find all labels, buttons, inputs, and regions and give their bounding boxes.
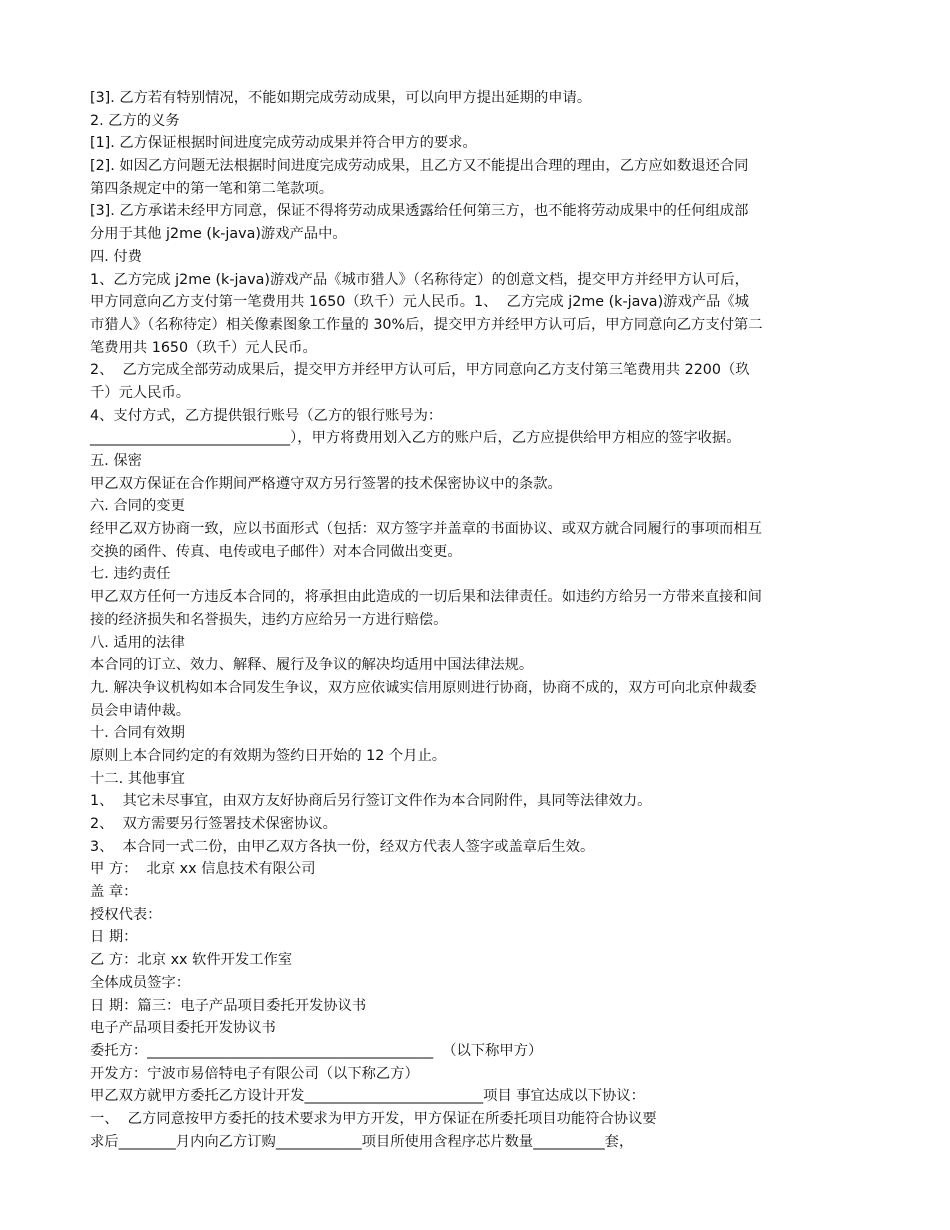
text-line-1: [3]. 乙方若有特别情况，不能如期完成劳动成果，可以向甲方提出延期的申请。 [90, 90, 592, 106]
section-heading-applicable-law: 八. 适用的法律 [90, 634, 185, 651]
text-line-24: 接的经济损失和名誉损失，违约方应给另一方进行赔偿。 [90, 611, 448, 628]
client-line: 委托方：________________________________________ （以下称甲方） [90, 1042, 543, 1059]
text-line-13: 2、 乙方完成全部劳动成果后，提交甲方并经甲方认可后，甲方同意向乙方支付第三笔费用共 2200（玖 [90, 362, 750, 379]
party-b-date: 日 期：篇三：电子产品项目委托开发协议书 [90, 997, 367, 1014]
party-a-seal: 盖 章： [90, 884, 138, 901]
text-line-20: 经甲乙双方协商一致，应以书面形式（包括：双方签字并盖章的书面协议、或双方就合同履行的事项而相互 [90, 521, 762, 538]
text-line-26: 本合同的订立、效力、解释、履行及争议的解决均适用中国法律法规。 [90, 657, 534, 674]
text-line-15: 4、支付方式，乙方提供银行账号（乙方的银行账号为： [90, 407, 443, 424]
party-b-signatures: 全体成员签字： [90, 974, 191, 991]
text-line-33: 2、 双方需要另行签署技术保密协议。 [90, 816, 337, 832]
text-line-3: [1]. 乙方保证根据时间进度完成劳动成果并符合甲方的要求。 [90, 135, 477, 152]
text-line-28: 员会申请仲裁。 [90, 702, 191, 719]
party-a-name: 甲 方： 北京 xx 信息技术有限公司 [90, 861, 316, 878]
text-line-27: 九. 解决争议机构如本合同发生争议，双方应依诚实信用原则进行协商，协商不成的，双方可向北京仲裁委 [90, 679, 757, 696]
text-line-11: 市猎人》（名称待定）相关像素图象工作量的 30%后，提交甲方并经甲方认可后，甲方同意向乙方支付第二 [90, 316, 763, 333]
text-line-32: 1、 其它未尽事宜，由双方友好协商后另行签订文件作为本合同附件，具同等法律效力。 [90, 793, 652, 810]
party-b-name: 乙 方：北京 xx 软件开发工作室 [90, 952, 293, 969]
text-line-6: [3]. 乙方承诺未经甲方同意，保证不得将劳动成果透露给任何第三方，也不能将劳动成果中的任何组成部 [90, 203, 749, 220]
text-line-10: 甲方同意向乙方支付第一笔费用共 1650（玖千）元人民币。1、 乙方完成 j2me (k-java)游戏产品《城 [90, 294, 749, 311]
text-line-23: 甲乙双方任何一方违反本合同的，将承担由此造成的一切后果和法律责任。如违约方给另一方带来直接和间 [90, 589, 762, 606]
text-line-30: 原则上本合同约定的有效期为签约日开始的 12 个月止。 [90, 747, 447, 764]
text-line-21: 交换的函件、传真、电传或电子邮件）对本合同做出变更。 [90, 543, 462, 560]
text-line-18: 甲乙双方保证在合作期间严格遵守双方另行签署的技术保密协议中的条款。 [90, 475, 562, 492]
section-heading-breach: 七. 违约责任 [90, 566, 171, 583]
text-line-34: 3、 本合同一式二份，由甲乙双方各执一份，经双方代表人签字或盖章后生效。 [90, 838, 595, 855]
document-page [90, 87, 870, 1153]
section-heading-contract-change: 六. 合同的变更 [90, 498, 185, 515]
text-line-4: [2]. 如因乙方问题无法根据时间进度完成劳动成果，且乙方又不能提出合理的理由，乙方应如数退还合同 [90, 158, 749, 175]
section-heading-validity: 十. 合同有效期 [90, 725, 185, 742]
text-line-14: 千）元人民币。 [90, 384, 191, 401]
text-line-9: 1、乙方完成 j2me (k-java)游戏产品《城市猎人》（名称待定）的创意文档，提交甲方并经甲方认可后， [90, 271, 749, 288]
party-a-representative: 授权代表： [90, 906, 162, 923]
party-a-date: 日 期： [90, 929, 138, 946]
text-line-47: 求后________月内向乙方订购____________项目所使用含程序芯片数量__________套， [90, 1133, 634, 1150]
text-line-5: 第四条规定中的第一笔和第二笔款项。 [90, 180, 334, 197]
text-line-7: 分用于其他 j2me (k-java)游戏产品中。 [90, 226, 347, 243]
developer-line: 开发方：宁波市易倍特电子有限公司（以下称乙方） [90, 1065, 419, 1082]
section-heading-confidentiality: 五. 保密 [90, 453, 142, 469]
section-heading-payment: 四. 付费 [90, 248, 142, 265]
text-line-16: ____________________________），甲方将费用划入乙方的账户后，乙方应提供给甲方相应的签字收据。 [90, 430, 741, 447]
agreement-title: 电子产品项目委托开发协议书 [90, 1020, 276, 1037]
text-line-2: 2. 乙方的义务 [90, 112, 180, 129]
text-line-12: 笔费用共 1650（玖千）元人民币。 [90, 339, 317, 356]
text-line-46: 一、 乙方同意按甲方委托的技术要求为甲方开发，甲方保证在所委托项目功能符合协议要 [90, 1110, 657, 1127]
section-heading-other-matters: 十二. 其他事宜 [90, 770, 185, 787]
text-line-45: 甲乙双方就甲方委托乙方设计开发_________________________项目 事宜达成以下协议： [90, 1088, 645, 1105]
